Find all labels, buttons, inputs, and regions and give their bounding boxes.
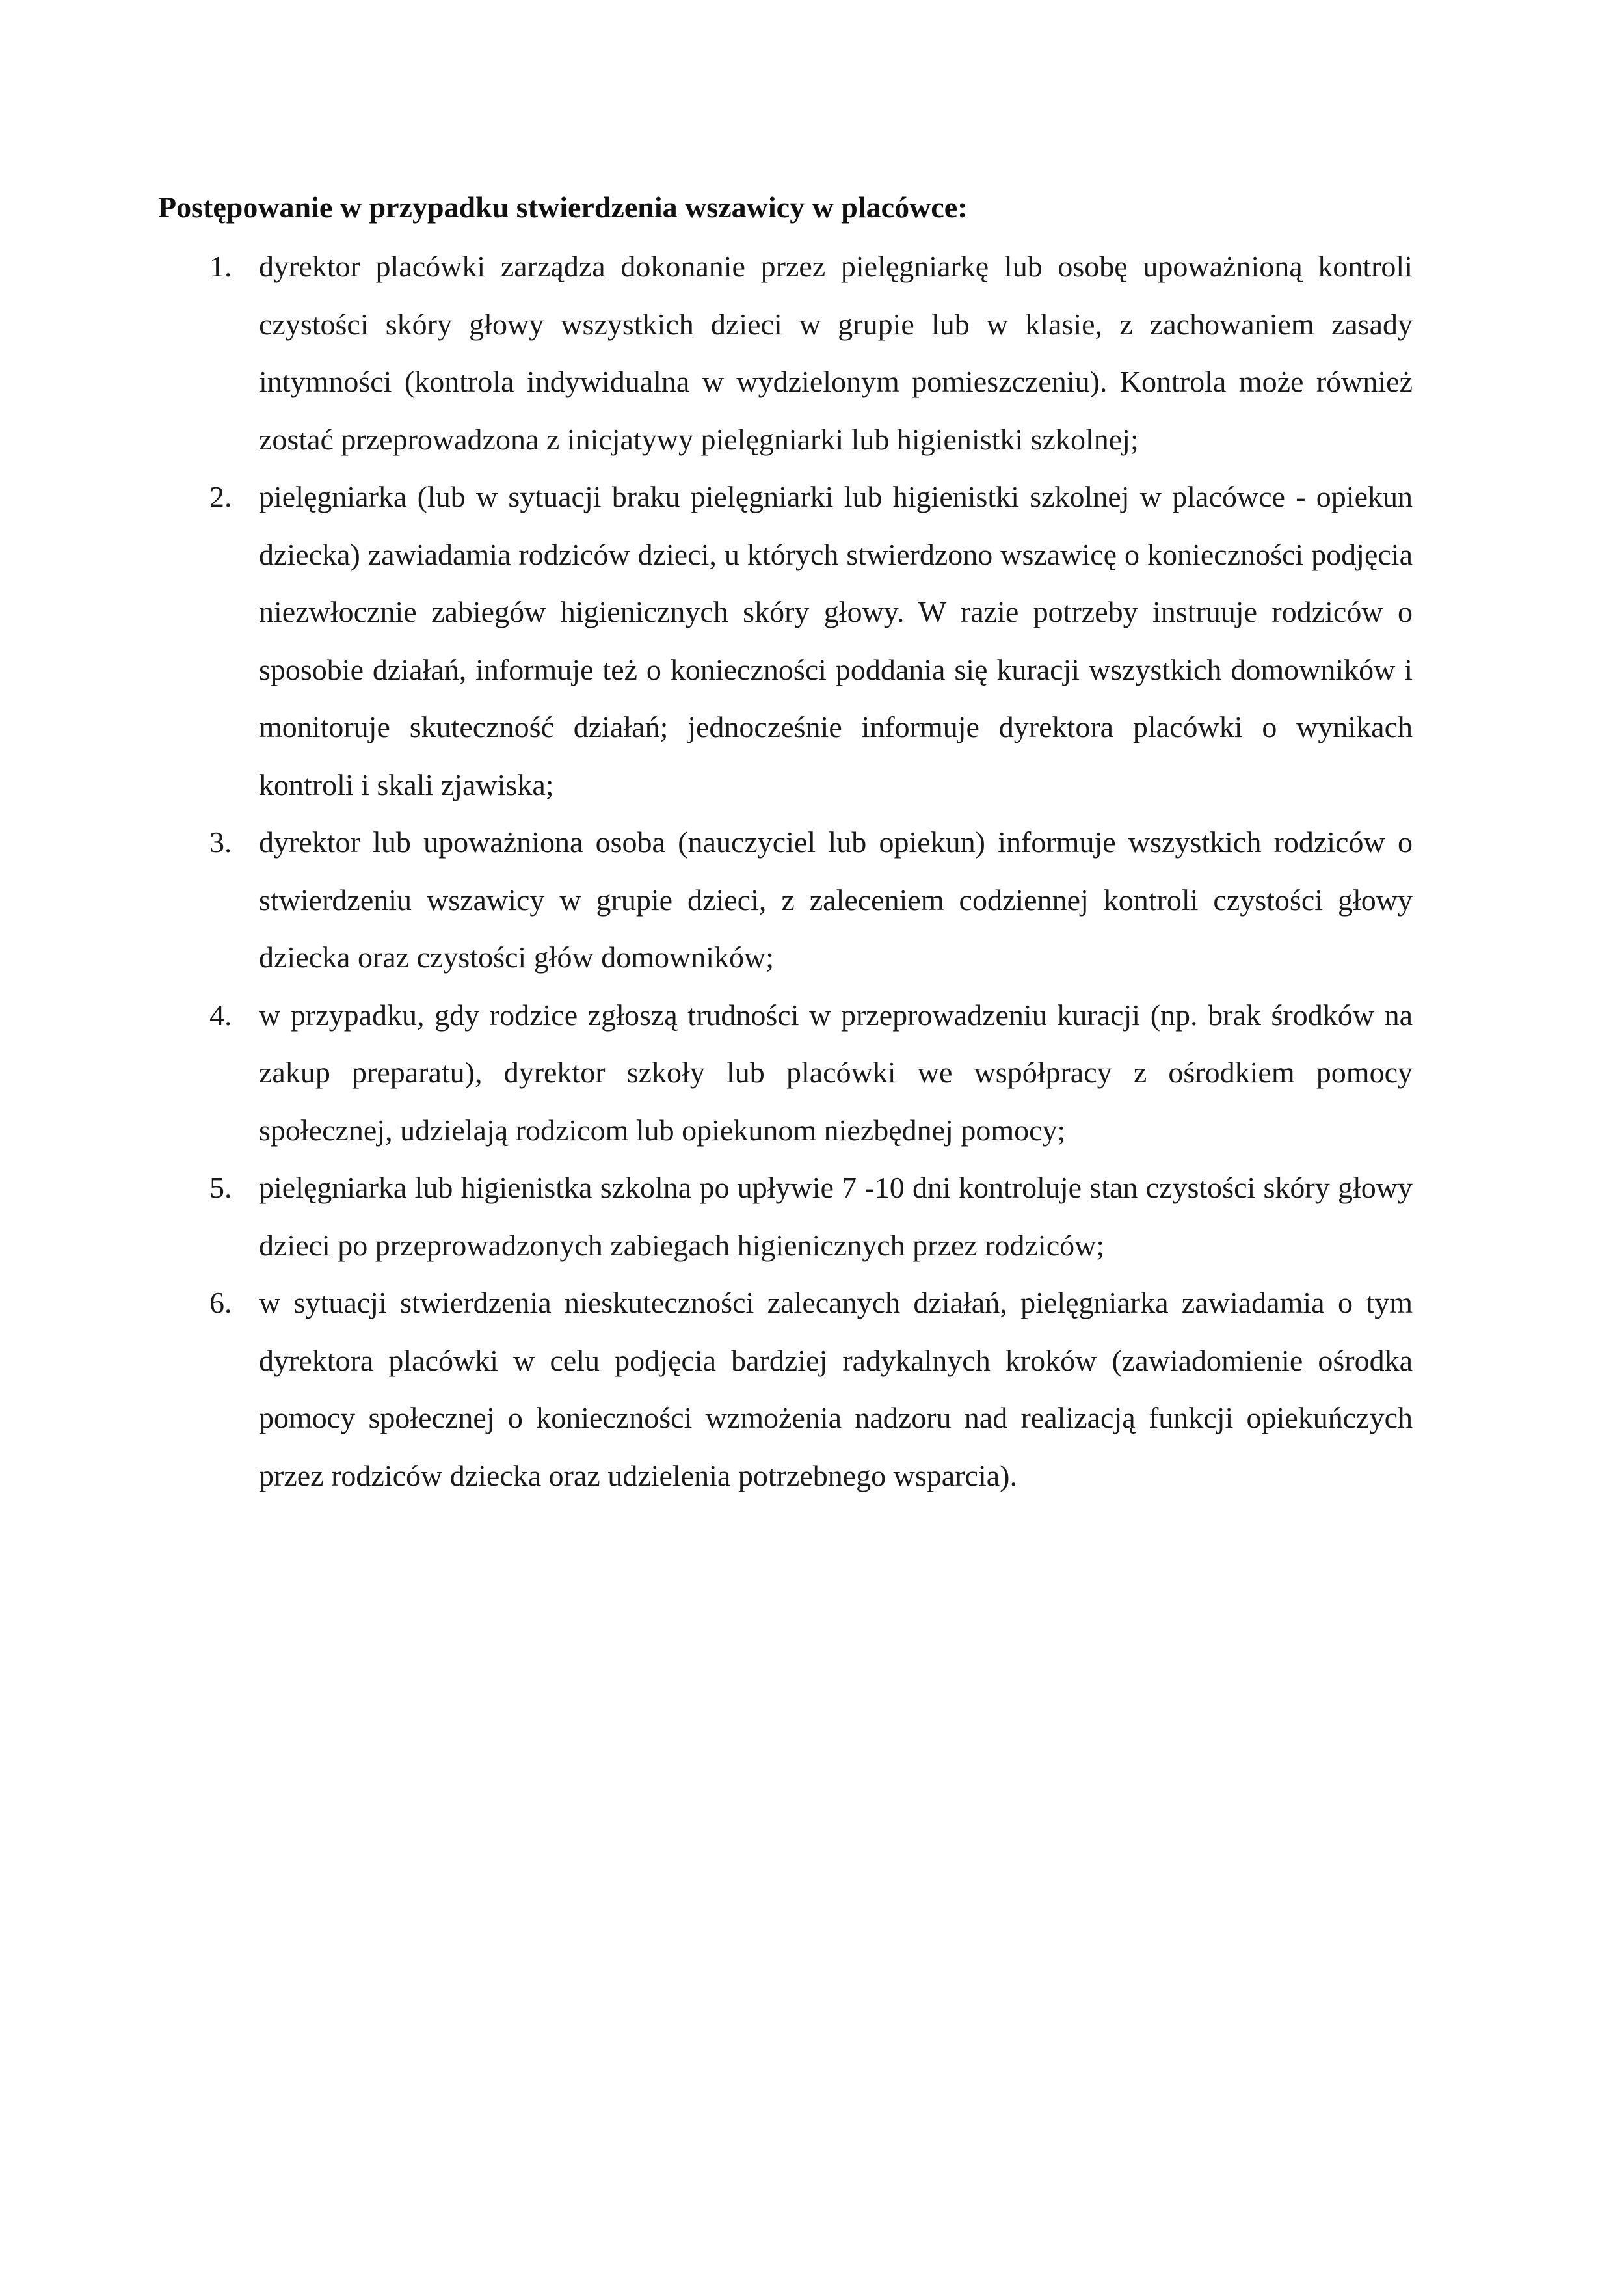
list-item-text: pielęgniarka (lub w sytuacji braku pielęgniarki lub higienistki szkolnej w placówce - opiekun dziecka) zawiadamia rodziców dzieci, u których stwierdzono wszawicę o konieczności podjęcia niezwłocznie zabiegów higienicznych skóry głowy. W razie potrzeby instruuje rodziców o sposobie działań, informuje też o konieczności poddania się kuracji wszystkich domowników i monitoruje skuteczność działań; jednocześnie informuje dyrektora placówki o wynikach kontroli i skali zjawiska; [259, 480, 1413, 801]
list-item-text: w sytuacji stwierdzenia nieskuteczności zalecanych działań, pielęgniarka zawiadamia o tym dyrektora placówki w celu podjęcia bardziej radykalnych kroków (zawiadomienie ośrodka pomocy społecznej o konieczności wzmożenia nadzoru nad realizacją funkcji opiekuńczych przez rodziców dziecka oraz udzielenia potrzebnego wsparcia). [259, 1286, 1413, 1492]
list-item-number: 6. [209, 1286, 232, 1319]
list-item [195, 814, 1413, 987]
list-item [195, 468, 1413, 814]
list-item-text: pielęgniarka lub higienistka szkolna po upływie 7 -10 dni kontroluje stan czystości skóry głowy dzieci po przeprowadzonych zabiegach higienicznych przez rodziców; [259, 1171, 1413, 1262]
list-item [195, 1274, 1413, 1505]
list-item-number: 1. [209, 250, 232, 283]
list-item-text: dyrektor placówki zarządza dokonanie przez pielęgniarkę lub osobę upoważnioną kontroli czystości skóry głowy wszystkich dzieci w grupie lub w klasie, z zachowaniem zasady intymności (kontrola indywidualna w wydzielonym pomieszczeniu). Kontrola może również zostać przeprowadzona z inicjatywy pielęgniarki lub higienistki szkolnej; [259, 250, 1413, 456]
list-item [195, 238, 1413, 468]
list-item-number: 3. [209, 825, 232, 859]
list-item [195, 987, 1413, 1160]
list-item-text: w przypadku, gdy rodzice zgłoszą trudności w przeprowadzeniu kuracji (np. brak środków na zakup preparatu), dyrektor szkoły lub placówki we współpracy z ośrodkiem pomocy społecznej, udzielają rodzicom lub opiekunom niezbędnej pomocy; [259, 998, 1413, 1147]
procedure-list [195, 238, 1413, 1505]
list-item-number: 2. [209, 480, 232, 513]
list-item [195, 1159, 1413, 1274]
page-title: Postępowanie w przypadku stwierdzenia wszawicy w placówce: [158, 191, 968, 224]
list-item-text: dyrektor lub upoważniona osoba (nauczyciel lub opiekun) informuje wszystkich rodziców o stwierdzeniu wszawicy w grupie dzieci, z zaleceniem codziennej kontroli czystości głowy dziecka oraz czystości głów domowników; [259, 825, 1413, 974]
list-item-number: 5. [209, 1171, 232, 1204]
list-item-number: 4. [209, 998, 232, 1032]
